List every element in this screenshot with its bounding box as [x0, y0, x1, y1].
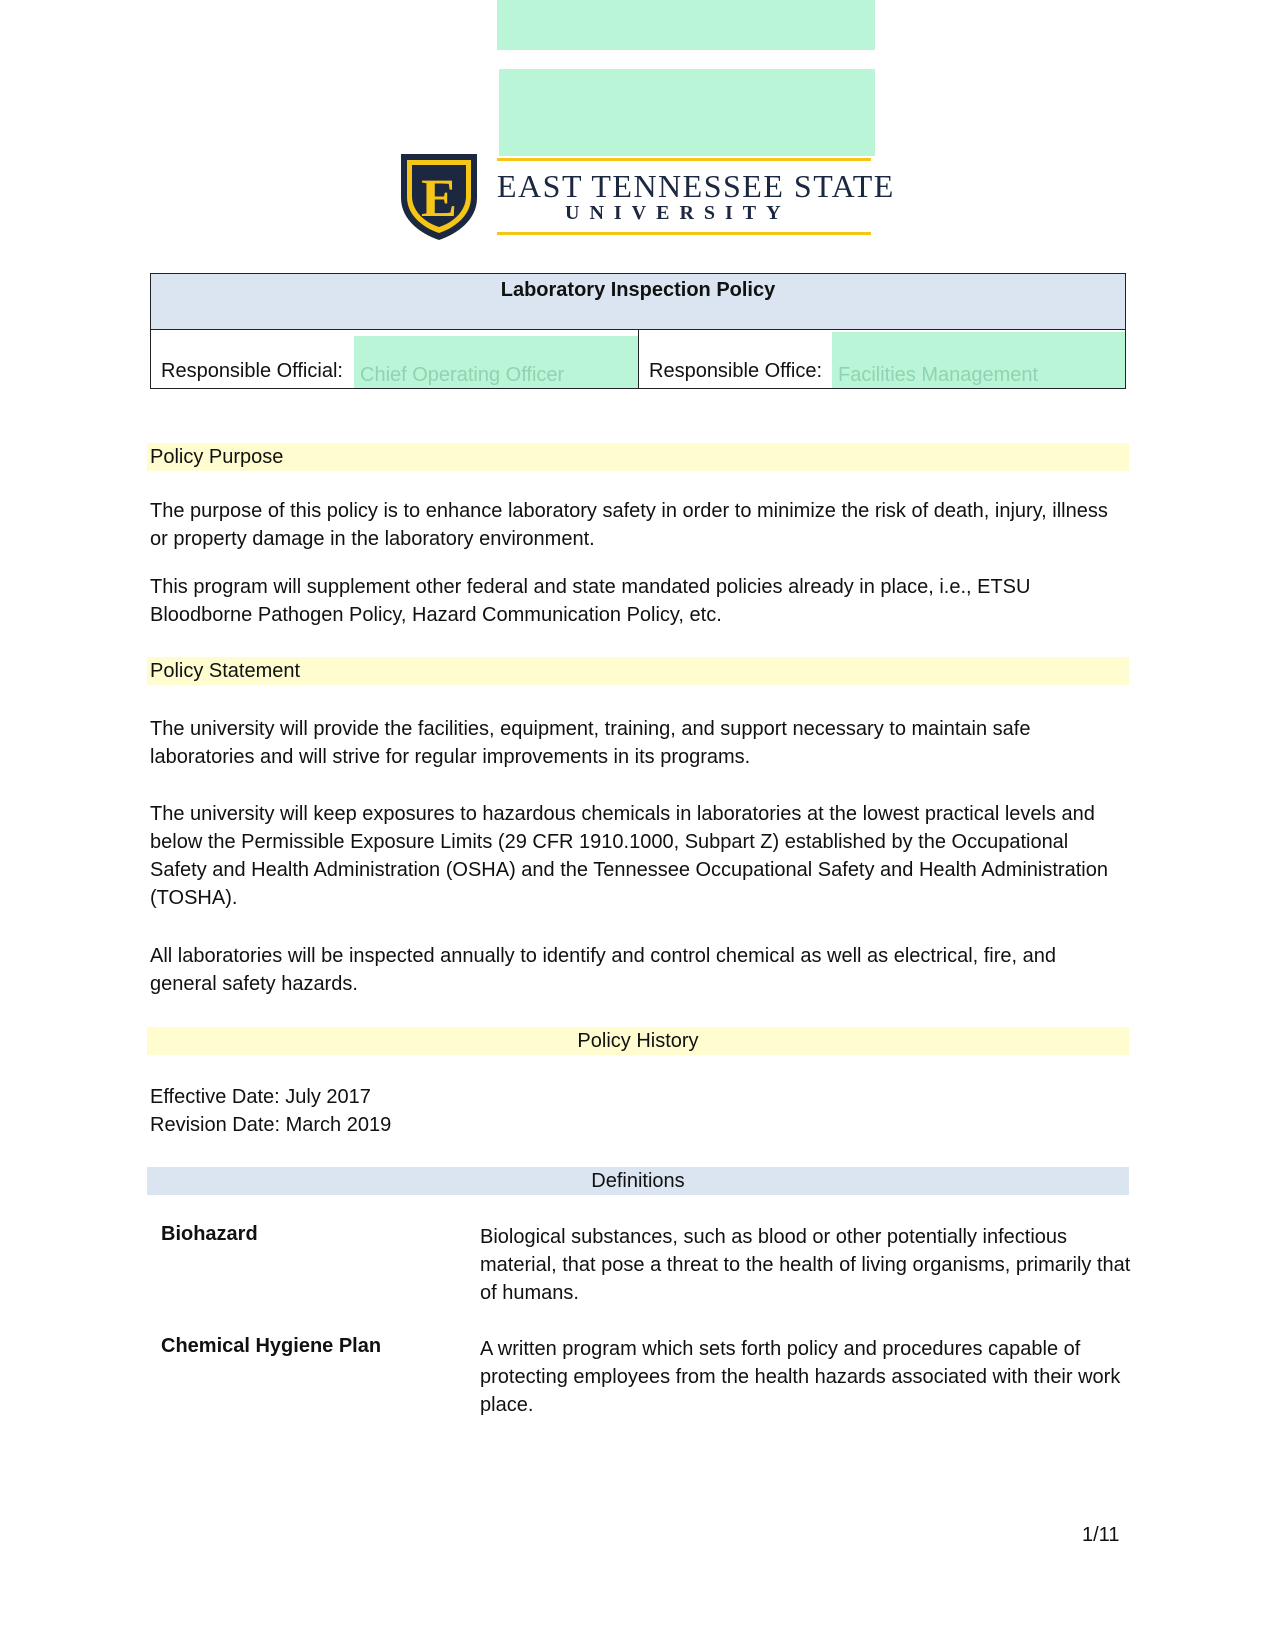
definition-text: A written program which sets forth policy and procedures capable of protecting employees from the health hazards associated with their work place. [480, 1338, 1121, 1416]
university-name: EAST TENNESSEE STATE [497, 168, 895, 204]
definition-text: Biological substances, such as blood or other potentially infectious material, that pose a threat to the health of living organisms, primarily that of humans. [480, 1226, 1131, 1304]
form-field-top[interactable] [497, 0, 875, 50]
university-subtitle: UNIVERSITY [565, 202, 791, 224]
logo-letter: E [420, 168, 458, 228]
responsible-office-field[interactable]: Facilities Management [832, 332, 1125, 388]
policy-title: Laboratory Inspection Policy [151, 274, 1125, 330]
university-logo [397, 150, 895, 242]
form-field-logo-area[interactable] [499, 69, 875, 156]
policy-statement-heading: Policy Statement [147, 657, 1129, 685]
policy-history-heading: Policy History [147, 1027, 1129, 1055]
policy-header-table [150, 273, 1126, 389]
revision-date: Revision Date: March 2019 [150, 1114, 392, 1136]
purpose-paragraph-2: This program will supplement other federal and state mandated policies already in place, i.e., ETSU Bloodborne Pathogen Policy, Hazard Communication Policy, etc. [150, 576, 1031, 626]
etsu-shield-icon [397, 150, 481, 242]
responsible-official-field[interactable]: Chief Operating Officer [354, 336, 638, 388]
effective-date: Effective Date: July 2017 [150, 1086, 371, 1108]
policy-purpose-heading: Policy Purpose [147, 443, 1129, 471]
purpose-paragraph-1: The purpose of this policy is to enhance laboratory safety in order to minimize the risk of death, injury, illness or property damage in the laboratory environment. [150, 500, 1108, 550]
responsible-official-cell [151, 330, 639, 388]
definition-term: Chemical Hygiene Plan [161, 1335, 382, 1357]
logo-gold-line-bottom [497, 232, 871, 235]
page-number: 1/11 [1082, 1524, 1120, 1546]
logo-gold-line-top [497, 158, 871, 161]
responsible-office-label: Responsible Office: [649, 360, 823, 382]
statement-paragraph-3: All laboratories will be inspected annually to identify and control chemical as well as electrical, fire, and general safety hazards. [150, 945, 1057, 995]
definition-term: Biohazard [161, 1223, 258, 1245]
responsible-office-cell [639, 330, 1125, 388]
statement-paragraph-2: The university will keep exposures to hazardous chemicals in laboratories at the lowest practical levels and below the Permissible Exposure Limits (29 CFR 1910.1000, Subpart Z) established by the Occupational Safety and Health Administration (OSHA) and the Tennessee Occupational Safety and Health Administration (TOSHA). [150, 803, 1108, 909]
definitions-heading: Definitions [147, 1167, 1129, 1195]
responsible-official-label: Responsible Official: [161, 360, 343, 382]
statement-paragraph-1: The university will provide the facilities, equipment, training, and support necessary to maintain safe laboratories and will strive for regular improvements in its programs. [150, 718, 1031, 768]
